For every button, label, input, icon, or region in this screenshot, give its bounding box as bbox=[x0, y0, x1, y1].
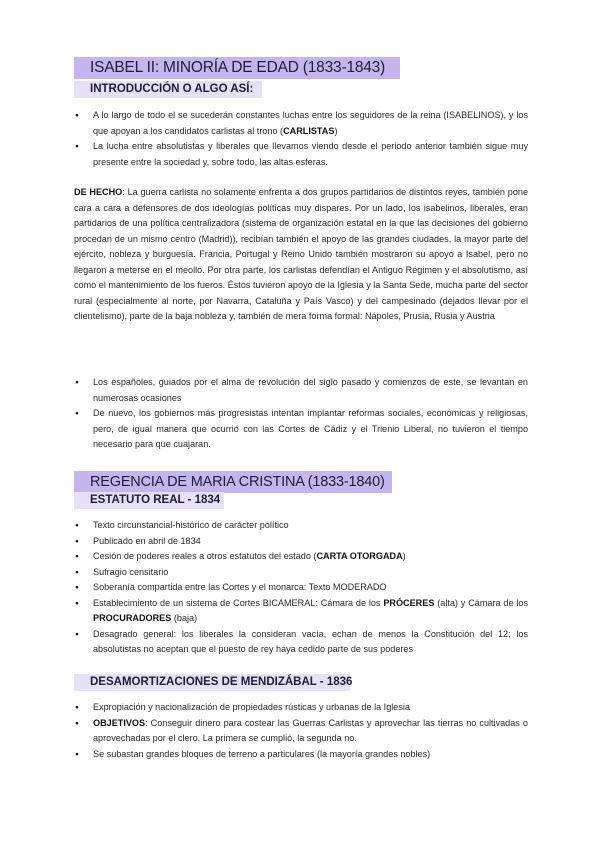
list-item: ● De nuevo, los gobiernos más progresistas intentan implantar reformas sociales, económicas y religiosas, pero, de igual manera que ocurrió con las Cortes de Cádiz y el Trienio Liberal, no tuvieron el tiempo necesario para que cuajaran. bbox=[74, 406, 528, 453]
list-item: ● Desagrado general: los liberales la consideran vacía, echan de menos la Constitución del 12; los absolutistas no aceptan que el puesto de rey haya cedido parte de sus poderes bbox=[74, 627, 528, 658]
section-title-regencia: REGENCIA DE MARIA CRISTINA (1833-1840) bbox=[74, 471, 392, 493]
section-title-isabel: ISABEL II: MINORÍA DE EDAD (1833-1843) bbox=[74, 57, 400, 79]
list-item: ● Se subastan grandes bloques de terreno a particulares (la mayoría grandes nobles) bbox=[74, 747, 528, 763]
list-item: ● La lucha entre absolutistas y liberales que llevamos viendo desde el periodo anterior también sigue muy presente entre la sociedad y, sobre todo, las altas esferas. bbox=[74, 139, 528, 170]
section-subtitle-estatuto: ESTATUTO REAL - 1834 bbox=[74, 492, 224, 509]
section-subtitle-desamortizaciones: DESAMORTIZACIONES DE MENDIZÁBAL - 1836 bbox=[74, 674, 350, 691]
intro-bullet-list bbox=[74, 108, 528, 170]
desamortizaciones-bullet-list bbox=[74, 700, 528, 762]
list-item: ● A lo largo de todo el se sucederán constantes luchas entre los seguidores de la reina (ISABELINOS), y los que apoyan a los candidatos carlistas al trono (CARLISTAS) bbox=[74, 108, 528, 139]
list-item: ● Los españoles, guiados por el alma de revolución del siglo pasado y comienzos de este, se levantan en numerosas ocasiones bbox=[74, 375, 528, 406]
de-hecho-paragraph: DE HECHO: La guerra carlista no solamente enfrenta a dos grupos partidarios de distintos reyes, también pone cara a cara a defensores de dos ideologías políticas muy dispares. Por un lado, los isabelinos, liberales, eran partidarios de una política centralizadora (sistema de organización estatal en la que las decisiones del gobierno procedan de un mismo centro (Madrid)), recibían también el apoyo de las grandes ciudades, la mayor parte del ejército, nobleza y burguesía. Francia, Portugal y Reino Unido también mostraron su apoyo a Isabel, pero no llegaron a meterse en el meollo. Por otra parte, los carlistas defendían el Antiguo Régimen y el absolutismo, así como el mantenimiento de los fueros. Éstos tuvieron apoyo de la Iglesia y la Santa Sede, mucha parte del sector rural (especialmente al norte, por Navarra, Cataluña y País Vasco) y del campesinado (dejados llevar por el clientelismo), parte de la baja nobleza y, también de mera forma formal: Nápoles, Prusia, Rusia y Austria bbox=[74, 187, 529, 321]
list-item: ● Sufragio censitario bbox=[74, 565, 528, 581]
list-item: ● Publicado en abril de 1834 bbox=[74, 534, 528, 550]
list-item: ● Soberanía compartida entre las Cortes y el monarca: Texto MODERADO bbox=[74, 580, 528, 596]
revolution-bullet-list bbox=[74, 375, 528, 453]
list-item: ● Expropiación y nacionalización de propiedades rústicas y urbanas de la Iglesia bbox=[74, 700, 528, 716]
list-item: ● Establecimiento de un sistema de Cortes BICAMERAL: Cámara de los PRÓCERES (alta) y Cámara de los PROCURADORES (baja) bbox=[74, 596, 528, 627]
estatuto-bullet-list bbox=[74, 518, 528, 658]
section-subtitle-intro: INTRODUCCIÓN O ALGO ASÍ: bbox=[74, 81, 262, 98]
list-item: ● Cesión de poderes reales a otros estatutos del estado (CARTA OTORGADA) bbox=[74, 549, 528, 565]
list-item: ● OBJETIVOS: Conseguir dinero para costear las Guerras Carlistas y aprovechar las tierras no cultivadas o aprovechadas por el clero. La primera se cumplió, la segunda no. bbox=[74, 716, 528, 747]
list-item: ● Texto circunstancial-histórico de carácter político bbox=[74, 518, 528, 534]
